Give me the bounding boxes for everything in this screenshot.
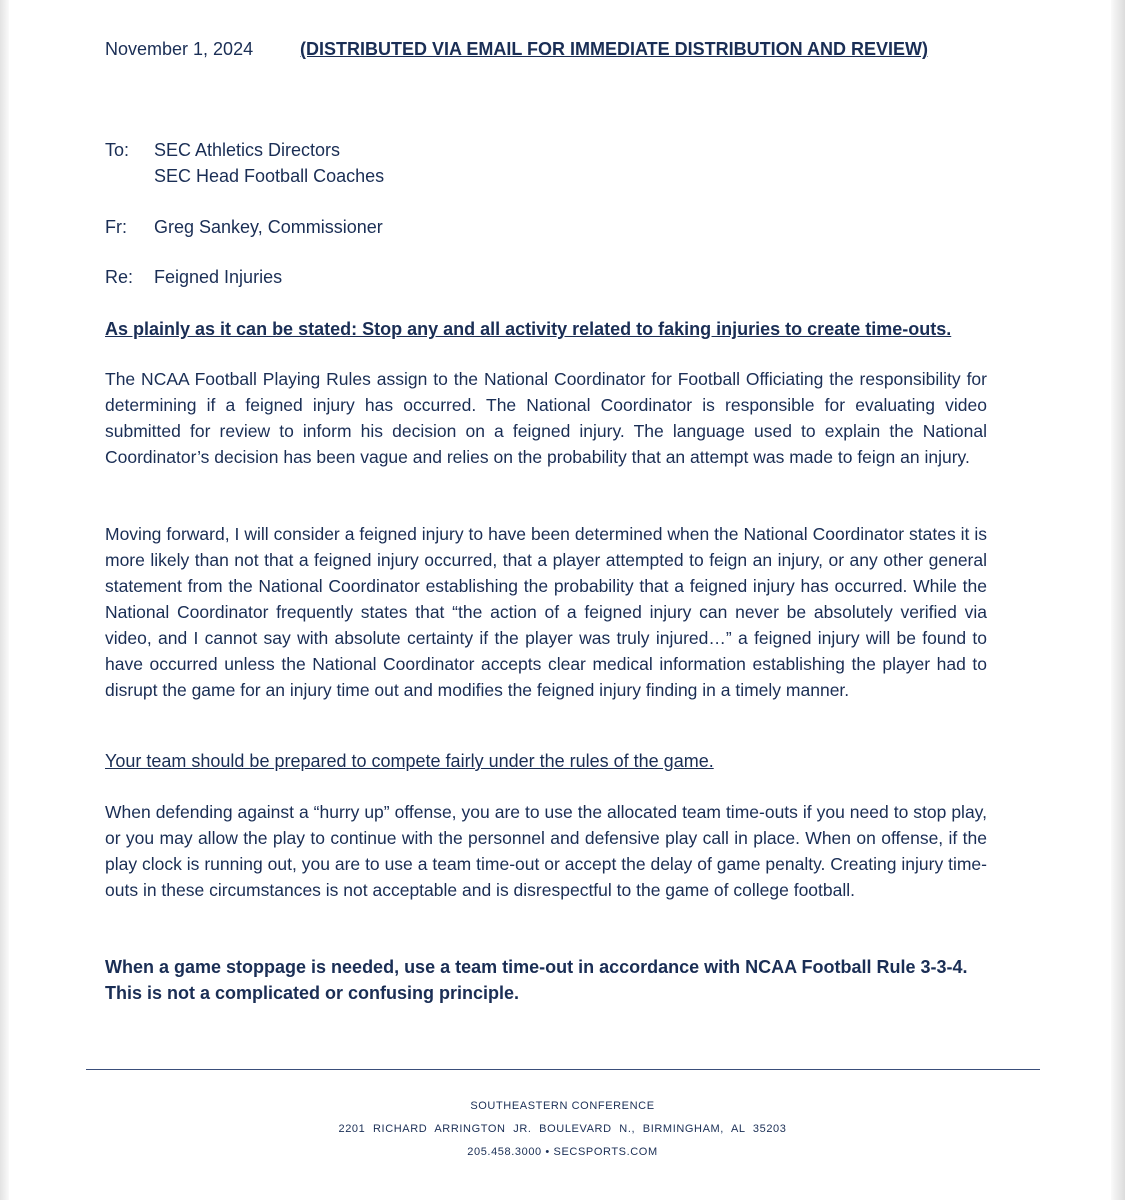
closing-line-2: This is not a complicated or confusing principle.: [105, 983, 520, 1003]
letterhead-footer: [0, 1095, 1125, 1164]
page-edge-right: [1111, 0, 1125, 1200]
paragraph-rules: The NCAA Football Playing Rules assign to the National Coordinator for Football Officiating the responsibility for determining if a feigned injury has occurred. The National Coordinator is responsible for evaluating video submitted for review to inform his decision on a feigned injury. The language used to explain the National Coordinator’s decision has been vague and relies on the probability that an attempt was made to feign an injury.: [105, 369, 987, 467]
footer-address: 2201 RICHARD ARRINGTON JR. BOULEVARD N., BIRMINGHAM, AL 35203: [338, 1123, 787, 1135]
closing-statement: [105, 954, 1005, 1006]
to-label: To:: [105, 140, 130, 160]
re-label: Re:: [105, 267, 134, 287]
paragraph-determination: Moving forward, I will consider a feigned injury to have been determined when the National Coordinator states it is more likely than not that a feigned injury occurred, that a player attempted to feign an injury, or any other general statement from the National Coordinator establishing the probability that a feigned injury has occurred. While the National Coordinator frequently states that “the action of a feigned injury can never be absolutely verified via video, and I cannot say with absolute certainty if the player was truly injured…” a feigned injury will be found to have occurred unless the National Coordinator accepts clear medical information establishing the player had to disrupt the game for an injury time out and modifies the feigned injury finding in a timely manner.: [105, 524, 987, 700]
footer-divider: [86, 1069, 1040, 1070]
to-recipient-1: SEC Athletics Directors: [154, 140, 341, 160]
from-value: Greg Sankey, Commissioner: [154, 217, 383, 237]
footer-organization: SOUTHEASTERN CONFERENCE: [470, 1100, 655, 1112]
footer-contact: 205.458.3000 • SECSPORTS.COM: [467, 1146, 658, 1158]
closing-line-1: When a game stoppage is needed, use a team time-out in accordance with NCAA Football Rule 3-3-4.: [105, 957, 968, 977]
compete-fairly-statement: Your team should be prepared to compete fairly under the rules of the game.: [105, 751, 714, 771]
page-edge-left: [0, 0, 9, 1200]
from-label: Fr:: [105, 217, 127, 237]
memo-date: November 1, 2024: [105, 39, 254, 59]
to-recipient-2: SEC Head Football Coaches: [154, 166, 385, 186]
paragraph-hurry-up: When defending against a “hurry up” offense, you are to use the allocated team time-outs if you need to stop play, or you may allow the play to continue with the personnel and defensive play call in place. When on offense, if the play clock is running out, you are to use a team time-out or accept the delay of game penalty. Creating injury time-outs in these circumstances is not acceptable and is disrespectful to the game of college football.: [105, 802, 987, 900]
distribution-note: (DISTRIBUTED VIA EMAIL FOR IMMEDIATE DISTRIBUTION AND REVIEW): [300, 39, 928, 59]
memo-headline: As plainly as it can be stated: Stop any and all activity related to faking injuries to create time-outs.: [105, 319, 952, 339]
re-value: Feigned Injuries: [154, 267, 283, 287]
